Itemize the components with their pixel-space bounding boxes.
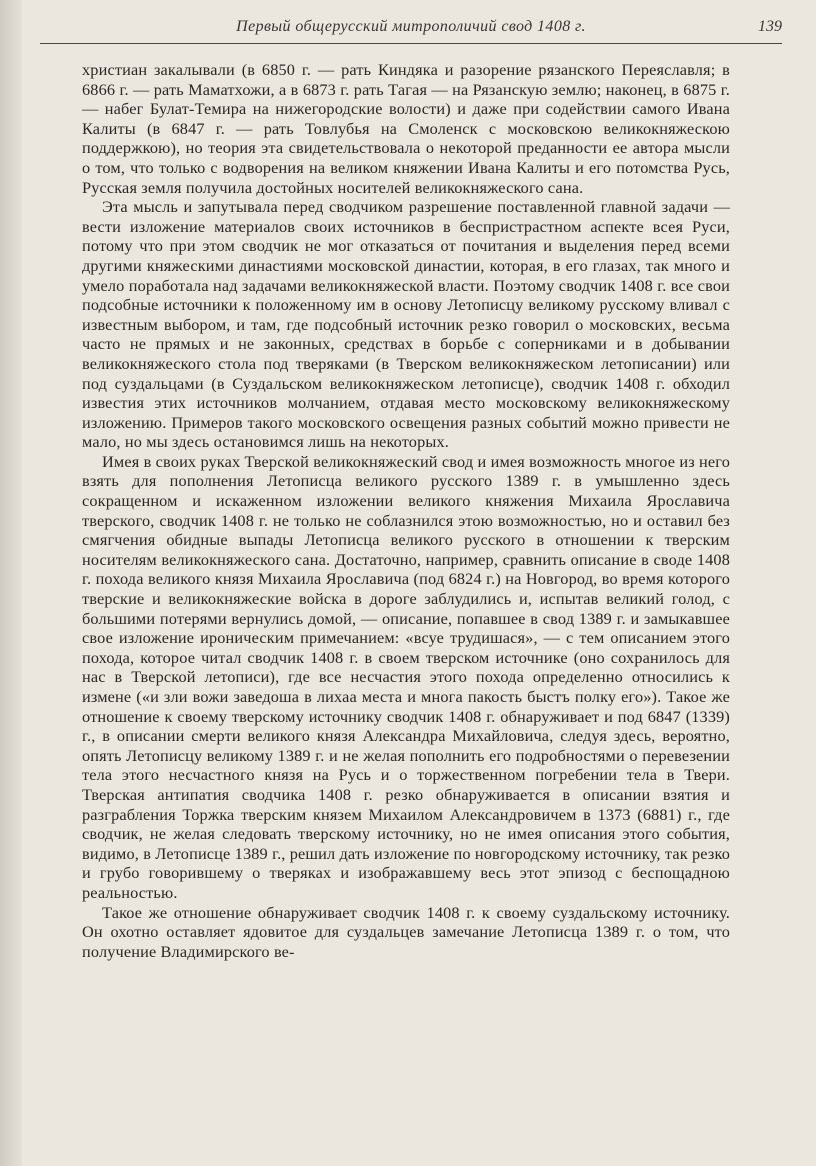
page-gutter-shadow [0,0,22,1166]
paragraph: Имея в своих руках Тверской великокняжеский свод и имея возможность многое из него взять для пополнения Летописца великого русского 1389 г. в умышленно здесь сокращенном и искаженном изложении великого княжения Михаила Ярославича тверского, сводчик 1408 г. не только не соблазнился этою возможностью, но и оставил без смягчения обидные выпады Летописца великого русского в отношении к тверским носителям великокняжеского сана. Достаточно, например, сравнить описание в своде 1408 г. похода великого князя Михаила Ярославича (под 6824 г.) на Новгород, во время которого тверские и великокняжеские войска в дороге заблудились и, испытав великий голод, с большими потерями вернулись домой, — описание, попавшее в свод 1389 г. и замыкавшее свое изложение ироническим примечанием: «всуе трудишася», — с тем описанием этого похода, которое читал сводчик 1408 г. в своем тверском источнике (оно сохранилось для нас в Тверской летописи), где все несчастия этого похода определенно относились к измене («и зли вожи заведоша в лихаа места и многа пакость быстъ полку его»). Такое же отношение к своему тверскому источнику сводчик 1408 г. обнаруживает и под 6847 (1339) г., в описании смерти великого князя Александра Михайловича, следуя здесь, вероятно, опять Летописцу великому 1389 г. и не желая пополнить его подробностями о перевезении тела этого несчастного князя на Русь и о торжественном погребении тела в Твери. Тверская антипатия сводчика 1408 г. резко обнаруживается в описании взятия и разграбления Торжка тверским князем Михаилом Александровичем в 1373 (6881) г., где сводчик, не желая следовать тверскому источнику, но не имея описания этого события, видимо, в Летописце 1389 г., решил дать изложение по новгородскому источнику, так резко и грубо говорившему о тверяках и изображавшему весь этот эпизод с беспощадною реальностью. [82,451,730,902]
paragraph: Такое же отношение обнаруживает сводчик 1408 г. к своему суздальскому источнику. Он охотно оставляет ядовитое для суздальцев замечание Летописца 1389 г. о том, что получение Владимирского ве- [82,902,730,961]
paragraph-continuation: христиан закалывали (в 6850 г. — рать Киндяка и разорение рязанского Переяславля; в 6866 г. — рать Маматхожи, а в 6873 г. рать Тагая — на Рязанскую землю; наконец, в 6875 г. — набег Булат-Темира на нижегородские волости) и даже при содействии самого Ивана Калиты (в 6847 г. — рать Товлубья на Смоленск с московскою великокняжескою поддержкою), но теория эта свидетельствовала о некоторой преданности ее автора мысли о том, что только с водворения на великом княжении Ивана Калиты и его потомства Русь, Русская земля получила достойных носителей великокняжеского сана. [82,60,730,197]
body-text [82,60,730,961]
paragraph: Эта мысль и запутывала перед сводчиком разрешение поставленной главной задачи — вести изложение материалов своих источников в беспристрастном аспекте всея Руси, потому что при этом сводчик не мог отказаться от почитания и выделения перед всеми другими княжескими династиями московской династии, которая, в его глазах, так много и умело поработала над задачами великокняжеской власти. Поэтому сводчик 1408 г. все свои подсобные источники к положенному им в основу Летописцу великому русскому вливал с известным выбором, и там, где подсобный источник резко говорил о московских, весьма часто не прямых и не законных, средствах в борьбе с соперниками и в добывании великокняжеского стола под тверяками (в Тверском великокняжеском летописании) или под суздальцами (в Суздальском великокняжеском летописце), сводчик 1408 г. обходил известия этих источников молчанием, отдавая место московскому великокняжескому изложению. Примеров такого московского освещения разных событий можно привести не мало, но мы здесь остановимся лишь на некоторых. [82,197,730,452]
page-header [40,16,782,46]
page-number: 139 [758,18,782,35]
running-title: Первый общерусский митрополичий свод 1408 г. [236,18,586,35]
header-rule [40,43,782,44]
